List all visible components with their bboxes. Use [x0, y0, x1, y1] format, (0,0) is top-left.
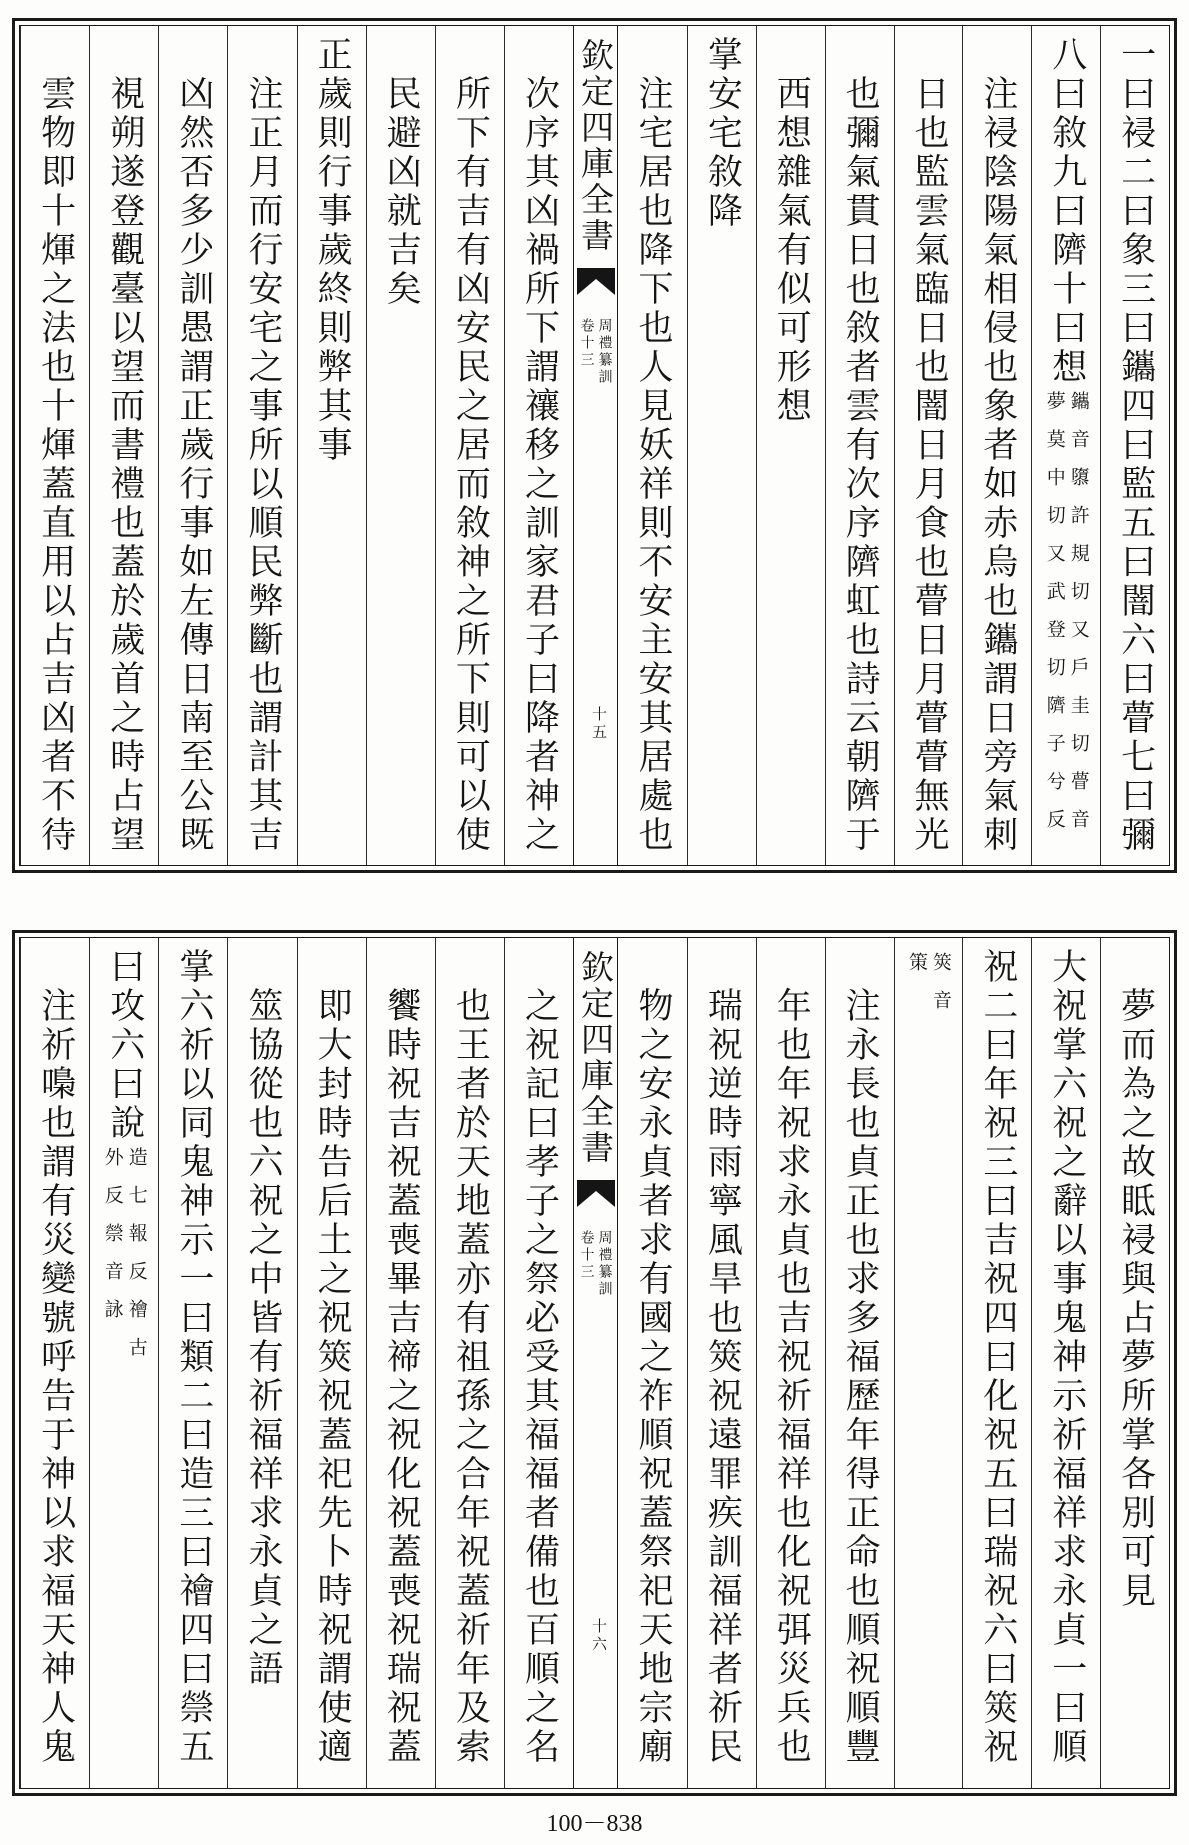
text-column: [297, 938, 366, 1788]
text-column: [756, 26, 825, 865]
column-text: 西想雜氣有似可形想: [771, 75, 812, 426]
text-column: [1100, 26, 1169, 865]
column-text: 饗時祝吉祝蓋喪畢吉禘之祝化祝蓋喪祝瑞祝蓋: [381, 987, 422, 1767]
spine-title: 欽定四庫全書: [576, 38, 615, 254]
column-text: 所下有吉有凶安民之居而敘神之所下則可以使: [450, 75, 491, 855]
center-fold-column: [573, 26, 618, 865]
column-text: 筮協從也六祝之中皆有祈福祥求永貞之語: [242, 987, 283, 1689]
interlinear-note: [907, 952, 950, 1028]
text-column: [89, 26, 158, 865]
column-text: 日也監雲氣臨日也闇日月食也瞢日月瞢瞢無光: [908, 75, 949, 855]
interlinear-note-line: 筴音: [929, 952, 952, 1028]
column-text: 注宅居也降下也人見妖祥則不安主安其居處也: [632, 75, 673, 855]
column-text: 掌六祈以同鬼神示一曰類二曰造三曰禬四曰禜五: [173, 948, 214, 1767]
spine-volume: 卷十三: [578, 318, 595, 369]
column-text: 也王者於天地蓋亦有祖孫之合年祝蓋祈年及索: [450, 987, 491, 1767]
text-column: [1031, 938, 1100, 1788]
column-text: 八曰敘九曰隮十曰想: [1046, 36, 1087, 387]
text-column: [618, 938, 687, 1788]
text-column: [366, 26, 435, 865]
page-number: 100－838: [546, 1811, 643, 1837]
text-column: [962, 938, 1031, 1788]
column-text: 注正月而行安宅之事所以順民弊斷也謂計其吉: [242, 75, 283, 855]
center-fold-column: [573, 938, 618, 1788]
text-column: [435, 938, 504, 1788]
text-column: [366, 938, 435, 1788]
column-text: 夢而為之故眡祲與占夢所掌各別可見: [1115, 987, 1156, 1611]
spine-book-info: [580, 1230, 612, 1298]
column-text: 物之安永貞者求有國之祚順祝蓋祭祀天地宗廟: [632, 987, 673, 1767]
fish-tail-icon: [577, 268, 615, 296]
text-column: [227, 938, 296, 1788]
column-text: 注祈嘄也謂有災變號呼告于神以求福天神人鬼: [35, 987, 76, 1767]
column-text: 大祝掌六祝之辭以事鬼神示祈福祥求永貞一曰順: [1046, 948, 1087, 1767]
spine-book-title: 周禮纂訓: [596, 318, 613, 386]
text-column: [297, 26, 366, 865]
text-column: [504, 938, 573, 1788]
text-column: [158, 938, 227, 1788]
column-text: 即大封時告后土之祝筴祝蓋祀先卜時祝謂使適: [312, 987, 353, 1767]
spine-leaf-number: 十五: [590, 706, 608, 742]
column-text: 一曰祲二曰象三曰鑴四曰監五曰闇六曰瞢七曰彌: [1115, 36, 1156, 855]
interlinear-note-line: 造七報反禬古: [125, 1147, 148, 1375]
column-text: 瑞祝逆時雨寧風旱也筴祝遠罪疾訓福祥者祈民: [702, 987, 743, 1767]
spine-leaf-number: 十六: [590, 1618, 608, 1654]
column-text: 曰攻六曰說: [104, 948, 145, 1143]
text-column: [1100, 938, 1169, 1788]
text-column: [435, 26, 504, 865]
text-column: [756, 938, 825, 1788]
column-text: 注永長也貞正也求多福歷年得正命也順祝順豐: [840, 987, 881, 1767]
column-text: 注祲陰陽氣相侵也象者如赤烏也鑴謂日旁氣刺: [977, 75, 1018, 855]
text-column: [825, 938, 894, 1788]
upper-leaf-text-area: [19, 25, 1170, 866]
interlinear-note-line: 策: [905, 952, 928, 990]
interlinear-note: [1045, 391, 1088, 847]
column-text: 視朔遂登觀臺以望而書禮也蓋於歲首之時占望: [104, 75, 145, 855]
text-column: [20, 26, 89, 865]
column-text: 正歲則行事歲終則弊其事: [312, 36, 353, 465]
text-column: [894, 26, 963, 865]
text-column: [962, 26, 1031, 865]
text-column: [1031, 26, 1100, 865]
text-column: [20, 938, 89, 1788]
spine-title: 欽定四庫全書: [576, 950, 615, 1166]
column-text: 凶然否多少訓愚謂正歲行事如左傳日南至公既: [173, 75, 214, 855]
lower-leaf-frame: [12, 930, 1177, 1796]
text-column: [894, 938, 963, 1788]
interlinear-note-line: 夢莫中切又武登切隮子兮反: [1043, 391, 1066, 847]
column-text: 也彌氣貫日也敘者雲有次序隮虹也詩云朝隮于: [840, 75, 881, 855]
column-text: 年也年祝求永貞也吉祝祈福祥也化祝弭災兵也: [771, 987, 812, 1767]
column-text: 掌安宅敘降: [702, 36, 743, 231]
text-column: [618, 26, 687, 865]
column-text: 雲物即十煇之法也十煇蓋直用以占吉凶者不待: [35, 75, 76, 855]
column-text: 民避凶就吉矣: [381, 75, 422, 309]
spine-book-title: 周禮纂訓: [596, 1230, 613, 1298]
spine-volume: 卷十三: [578, 1230, 595, 1281]
spine-book-info: [580, 318, 612, 386]
column-text: 次序其凶禍所下謂禳移之訓家君子曰降者神之: [519, 75, 560, 855]
column-text: 祝二曰年祝三曰吉祝四曰化祝五曰瑞祝六曰筴祝: [977, 948, 1018, 1767]
fish-tail-icon: [577, 1180, 615, 1208]
interlinear-note-line: 外反禜音詠: [101, 1147, 124, 1337]
text-column: [158, 26, 227, 865]
column-text: 之祝記曰孝子之祭必受其福福者備也百順之名: [519, 987, 560, 1767]
lower-leaf-text-area: [19, 937, 1170, 1789]
text-column: [687, 938, 756, 1788]
text-column: [687, 26, 756, 865]
text-column: [227, 26, 296, 865]
interlinear-note-line: 鑴音隳許規切又戶圭切瞢音: [1067, 391, 1090, 847]
text-column: [89, 938, 158, 1788]
text-column: [825, 26, 894, 865]
text-column: [504, 26, 573, 865]
upper-leaf-frame: [12, 18, 1177, 873]
interlinear-note: [103, 1147, 146, 1375]
